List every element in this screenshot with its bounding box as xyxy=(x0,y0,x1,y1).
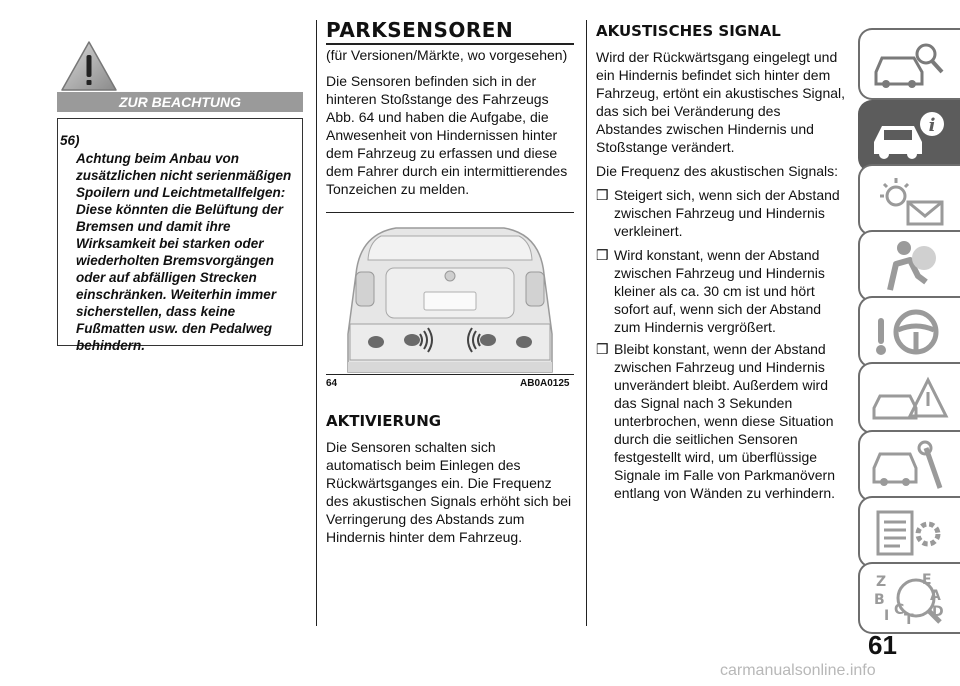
warning-number: 56) xyxy=(60,133,80,148)
rear-bumper-sensors-illustration xyxy=(326,214,574,374)
list-item: ❒ Steigert sich, wenn sich der Abstand zwischen Fahrzeug und Hindernis verkleinert. xyxy=(596,187,840,239)
column-divider xyxy=(316,20,317,626)
warning-title: ZUR BEACHTUNG xyxy=(57,92,303,112)
tab-maintenance[interactable] xyxy=(858,430,960,502)
steering-wheel-icon xyxy=(870,304,950,362)
tab-airbag-safety[interactable] xyxy=(858,230,960,302)
alphabet-index-icon xyxy=(870,570,950,628)
warning-lights-icon xyxy=(870,172,950,230)
svg-text:C: C xyxy=(894,602,905,618)
svg-text:I: I xyxy=(884,608,890,624)
car-info-icon xyxy=(870,108,950,166)
svg-text:E: E xyxy=(922,572,932,588)
svg-text:Z: Z xyxy=(876,574,887,590)
page-number: 61 xyxy=(868,630,897,660)
section-subtitle: (für Versionen/Märkte, wo vorgesehen) xyxy=(326,47,568,63)
section-title-aktivierung: AKTIVIERUNG xyxy=(326,412,442,430)
tab-emergency[interactable] xyxy=(858,362,960,434)
section-title-akustisches-signal: AKUSTISCHES SIGNAL xyxy=(596,22,781,40)
list-gear-icon xyxy=(870,504,950,562)
svg-text:A: A xyxy=(930,588,941,604)
tab-technical-data[interactable] xyxy=(858,496,960,568)
car-warning-triangle-icon xyxy=(870,370,950,428)
car-wrench-icon xyxy=(870,438,950,496)
tab-car-search[interactable] xyxy=(858,28,960,100)
figure-top-rule xyxy=(326,212,574,213)
svg-text:B: B xyxy=(874,592,885,608)
tab-index[interactable] xyxy=(858,562,960,634)
tab-warning-lights[interactable] xyxy=(858,164,960,236)
figure-number: 64 xyxy=(326,378,338,389)
warning-triangle-icon xyxy=(60,40,118,92)
svg-text:D: D xyxy=(932,604,944,620)
checkbox-bullet-icon: ❒ xyxy=(596,341,609,357)
svg-text:T: T xyxy=(904,612,914,628)
warning-text: Achtung beim Anbau von zusätzlichen nicht serienmäßigen Spoilern und Leichtmetallfelgen: Diese könnten die Belüftung der Bremsen und damit ihre Wirksamkeit bei starken oder wiederholten Bremsvorgängen oder auf abfälligen Strecken einschränken. Weiterhin immer sicherstellen, dass keine Fußmatten usw. den Pedalweg behindern. xyxy=(76,151,292,353)
figure-bottom-rule xyxy=(326,374,574,375)
figure-code: AB0A0125 xyxy=(520,378,570,389)
section-title-parksensoren: PARKSENSOREN xyxy=(326,18,514,42)
tab-car-info[interactable] xyxy=(858,100,960,172)
frequency-intro-text: Die Frequenz des akustischen Signals: xyxy=(596,163,839,179)
checkbox-bullet-icon: ❒ xyxy=(596,247,609,263)
footer-watermark: carmanualsonline.info xyxy=(720,662,876,679)
car-search-icon xyxy=(870,36,950,94)
list-item: ❒ Bleibt konstant, wenn der Abstand zwischen Fahrzeug und Hindernis unverändert bleibt. Außerdem wird das Signal nach 3 Sekunden unterbrochen, wenn diese Situation durch die seitlichen Sensoren festgestellt wird, um überflüssige Signale im Falle von Parkmanövern entlang von Wänden zu verhindern. xyxy=(596,341,836,501)
aktivierung-paragraph: Die Sensoren schalten sich automatisch beim Einlegen des Rückwärtsganges ein. Die Frequenz des akustischen Signals erhöht sich bei Verringerung des Abstands zum Hindernis hinter dem Fahrzeug. xyxy=(326,439,572,545)
parksensoren-paragraph: Die Sensoren befinden sich in der hinteren Stoßstange des Fahrzeugs Abb. 64 und haben die Aufgabe, die Anwesenheit von Hindernissen hinter dem Fahrzeug zu erfassen und diese dem Fahrer durch ein intermittierendes Tonzeichen zu melden. xyxy=(326,73,568,197)
column-divider xyxy=(586,20,587,626)
akustisches-intro-paragraph: Wird der Rückwärtsgang eingelegt und ein Hindernis befindet sich hinter dem Fahrzeug, ertönt ein akustisches Signal, das sich bei Veränderung des Abstandes zwischen Hindernis und Stoßstange verändert. xyxy=(596,49,846,155)
tab-steering[interactable] xyxy=(858,296,960,368)
airbag-person-icon xyxy=(870,238,950,296)
list-item: ❒ Wird konstant, wenn der Abstand zwischen Fahrzeug und Hindernis kleiner als ca. 30 cm ist und hört sofort auf, wenn sich der Abstand zum Hindernis vergrößert. xyxy=(596,247,825,335)
checkbox-bullet-icon: ❒ xyxy=(596,187,609,203)
title-underline xyxy=(326,43,574,45)
svg-text:i: i xyxy=(928,115,936,136)
